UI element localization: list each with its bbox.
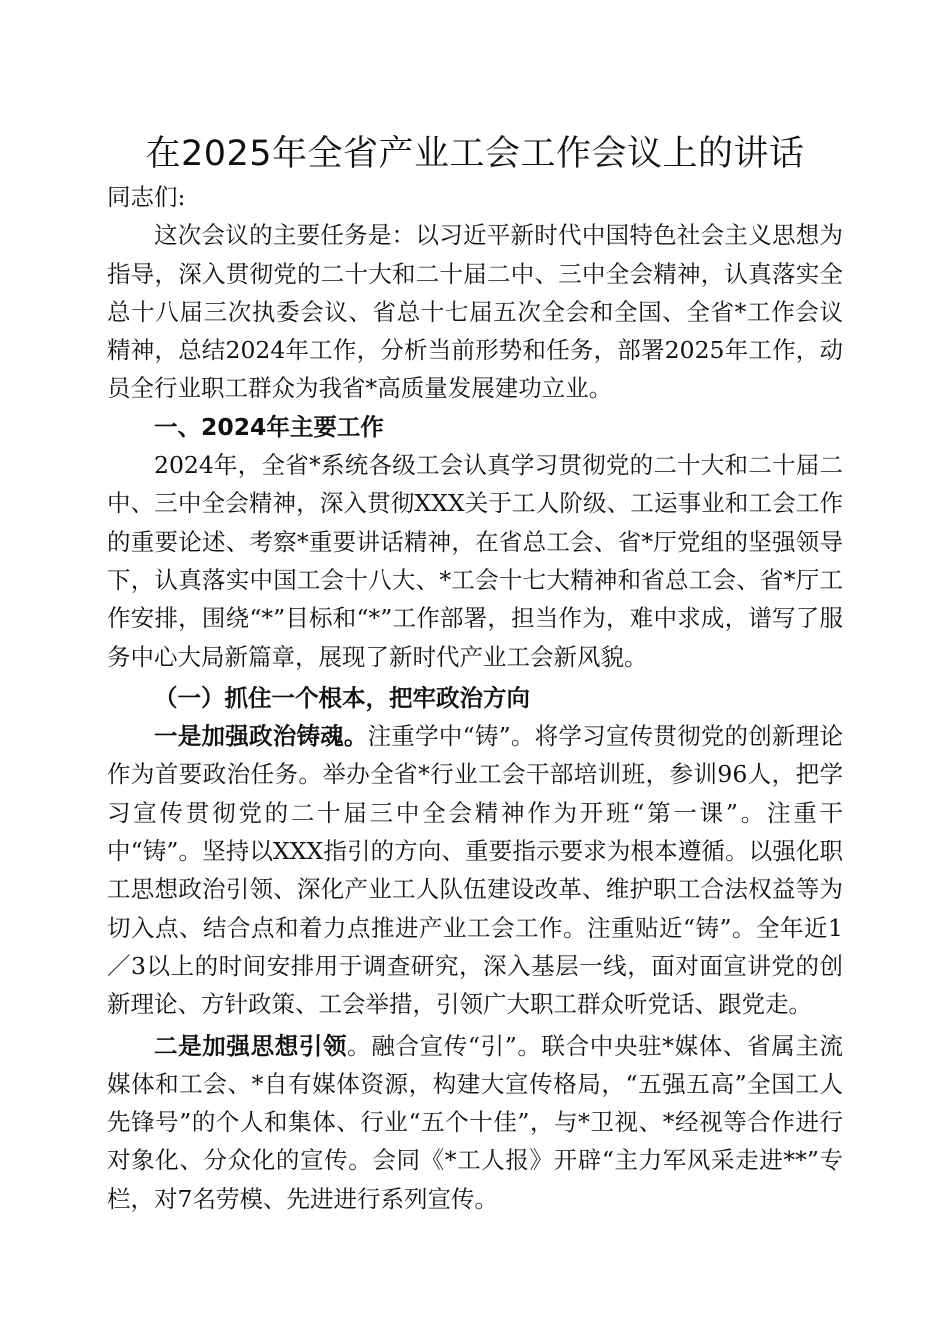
section-heading: 一、2024年主要工作 [154, 412, 384, 441]
item-lead-1: 一是加强政治铸魂。 [154, 722, 368, 751]
document-title: 在2025年全省产业工会工作会议上的讲话 [145, 134, 805, 174]
item-text-1: 注重学中“铸”。将学习宣传贯彻党的创新理论作为首要政治任务。举办全省*行业工会干部培训班，参训96人，把学习宣传贯彻党的二十届三中全会精神作为开班“第一课”。注重干中“铸”。坚持以XXX指引的方向、重要指示要求为根本遵循。以强化职工思想政治引领、深化产业工人队伍建设改革、维护职工合法权益等为切入点、结合点和着力点推进产业工会工作。注重贴近“铸”。全年近1／3以上的时间安排用于调查研究，深入基层一线，面对面宣讲党的创新理论、方针政策、工会举措，引领广大职工群众听党话、跟党走。 [107, 722, 844, 1019]
item-lead-2: 二是加强思想引领 [154, 1031, 348, 1060]
item-paragraph-2 [107, 1027, 843, 1218]
section-paragraph: 2024年，全省*系统各级工会认真学习贯彻党的二十大和二十届二中、三中全会精神，深入贯彻XXX关于工人阶级、工运事业和工会工作的重要论述、考察*重要讲话精神，在省总工会、省*厅党组的坚强领导下，认真落实中国工会十八大、*工会十七大精神和省总工会、省*厅工作安排，围绕“*”目标和“*”工作部署，担当作为，难中求成，谱写了服务中心大局新篇章，展现了新时代产业工会新风貌。 [107, 451, 843, 671]
subsection-heading: （一）抓住一个根本，把牢政治方向 [154, 683, 530, 712]
intro-paragraph: 这次会议的主要任务是：以习近平新时代中国特色社会主义思想为指导，深入贯彻党的二十大和二十届二中、三中全会精神，认真落实全总十八届三次执委会议、省总十七届五次全会和全国、全省*工作会议精神，总结2024年工作，分析当前形势和任务，部署2025年工作，动员全行业职工群众为我省*高质量发展建功立业。 [107, 221, 843, 403]
item-paragraph-1 [107, 717, 843, 1023]
salutation: 同志们: [107, 183, 186, 211]
item-text-2: 。融合宣传“引”。联合中央驻*媒体、省属主流媒体和工会、*自有媒体资源，构建大宣传格局，“五强五高”全国工人先锋号”的个人和集体、行业“五个十佳”，与*卫视、*经视等合作进行对象化、分众化的宣传。会同《*工人报》开辟“主力军风采走进**”专栏，对7名劳模、先进进行系列宣传。 [107, 1031, 844, 1213]
document-body [107, 178, 843, 1218]
